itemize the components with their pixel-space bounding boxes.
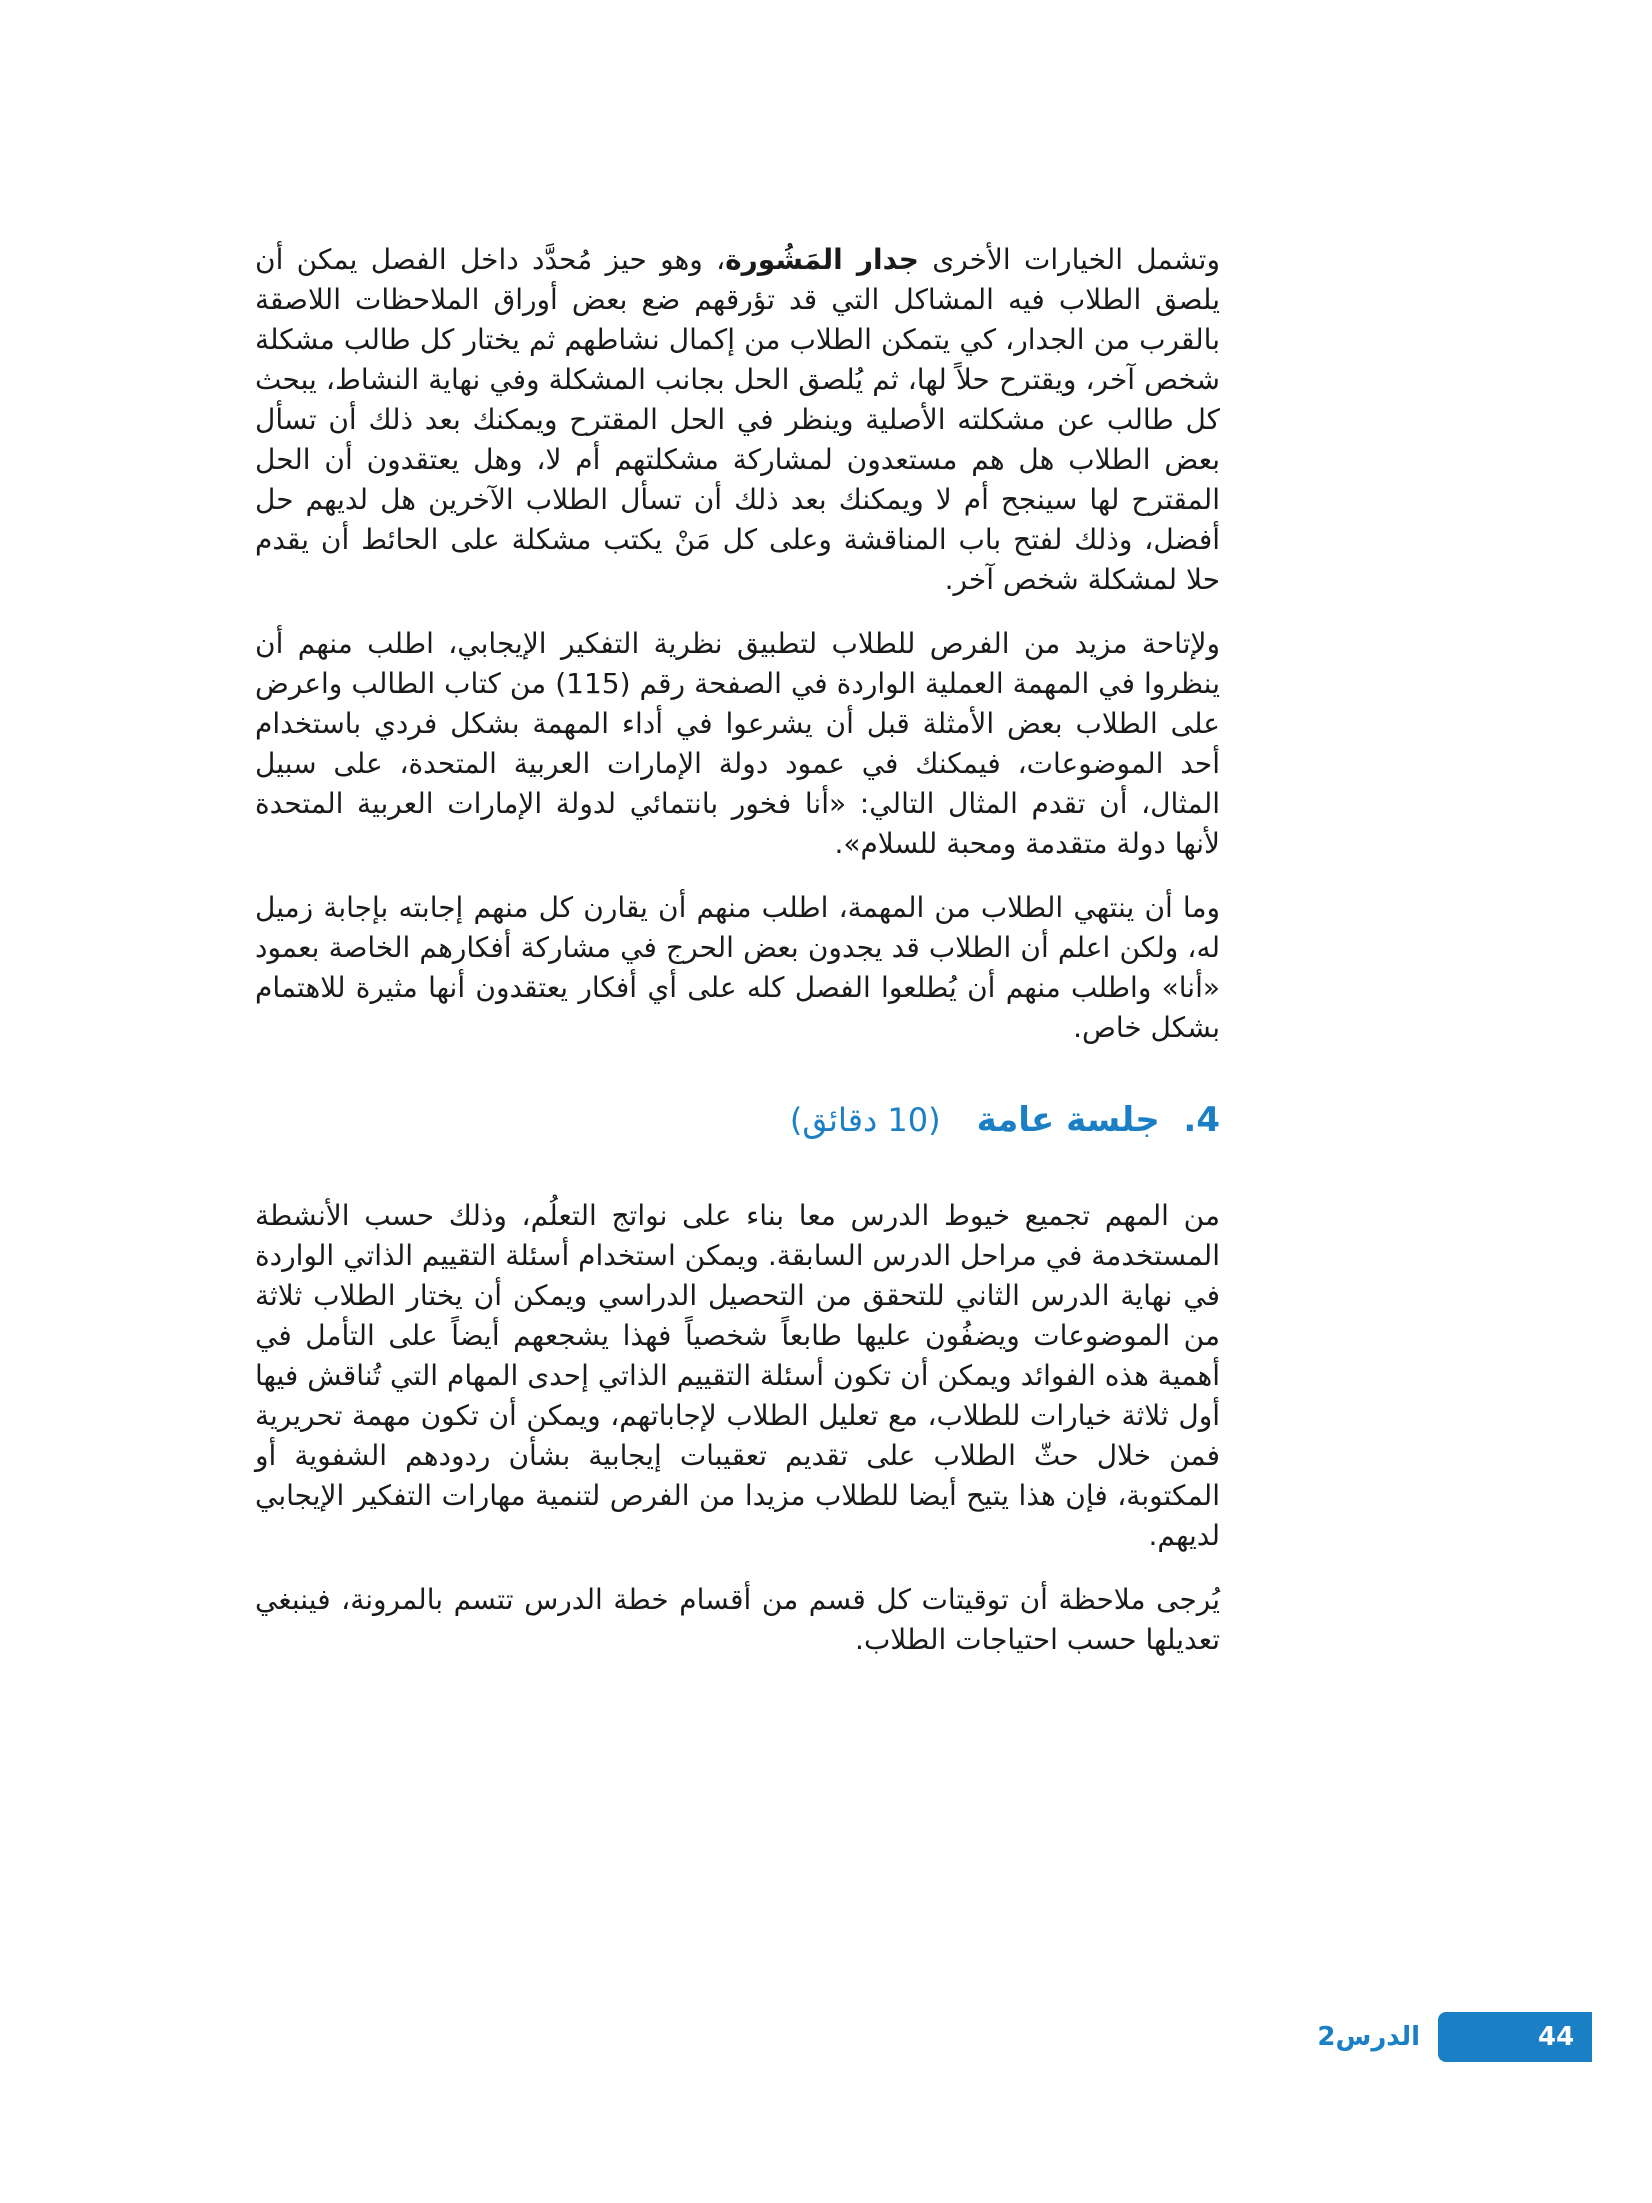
advice-wall-term: جدار المَشُورة bbox=[725, 243, 919, 276]
paragraph-advice-wall bbox=[255, 240, 1220, 600]
paragraph-plenary: من المهم تجميع خيوط الدرس معا بناء على نواتج التعلُم، وذلك حسب الأنشطة المستخدمة في مراحل الدرس السابقة. ويمكن استخدام أسئلة التقييم الذاتي الواردة في نهاية الدرس الثاني للتحقق من التحصيل الدراسي ويمكن أن يختار الطلاب ثلاثة من الموضوعات ويضفُون عليها طابعاً شخصياً فهذا يشجعهم أيضاً على التأمل في أهمية هذه الفوائد ويمكن أن تكون أسئلة التقييم الذاتي إحدى المهام التي تُناقش فيها أول ثلاثة خيارات للطلاب، مع تعليل الطلاب لإجاباتهم، ويمكن أن تكون مهمة تحريرية فمن خلال حثّ الطلاب على تقديم تعقيبات إيجابية بشأن ردودهم الشفوية أو المكتوبة، فإن هذا يتيح أيضا للطلاب مزيدا من الفرص لتنمية مهارات التفكير الإيجابي لديهم. bbox=[255, 1199, 1220, 1552]
paragraph-timing-note: يُرجى ملاحظة أن توقيتات كل قسم من أقسام خطة الدرس تتسم بالمرونة، فينبغي تعديلها حسب احتياجات الطلاب. bbox=[255, 1583, 1220, 1656]
paragraph-compare-answers: وما أن ينتهي الطلاب من المهمة، اطلب منهم أن يقارن كل منهم إجابته بإجابة زميل له، ولكن اعلم أن الطلاب قد يجدون بعض الحرج في مشاركة أفكارهم الخاصة بعمود «أنا» واطلب منهم أن يُطلعوا الفصل كله على أي أفكار يعتقدون أنها مثيرة للاهتمام بشكل خاص. bbox=[255, 891, 1220, 1044]
lesson-label: الدرس2 bbox=[1317, 2022, 1420, 2052]
page-footer bbox=[1317, 2012, 1592, 2062]
paragraph-1-body: ، وهو حيز مُحدَّد داخل الفصل يمكن أن يلصق الطلاب فيه المشاكل التي قد تؤرقهم ضع بعض أوراق الملاحظات اللاصقة بالقرب من الجدار، كي يتمكن الطلاب من إكمال نشاطهم ثم يختار كل طالب مشكلة شخص آخر، ويقترح حلاً لها، ثم يُلصق الحل بجانب المشكلة وفي نهاية النشاط، يبحث كل طالب عن مشكلته الأصلية وينظر في الحل المقترح ويمكنك بعد ذلك أن تسأل بعض الطلاب هل هم مستعدون لمشاركة مشكلتهم أم لا، وهل يعتقدون أن الحل المقترح لها سينجح أم لا ويمكنك بعد ذلك أن تسأل الطلاب الآخرين هل لديهم حل أفضل، وذلك لفتح باب المناقشة وعلى كل مَنْ يكتب مشكلة على الحائط أن يقدم حلا لمشكلة شخص آخر. bbox=[255, 243, 1220, 596]
section-duration: (10 دقائق) bbox=[789, 1101, 941, 1139]
page-content bbox=[255, 240, 1220, 1684]
paragraph-positive-thinking-task: ولإتاحة مزيد من الفرص للطلاب لتطبيق نظرية التفكير الإيجابي، اطلب منهم أن ينظروا في المهمة العملية الواردة في الصفحة رقم (115) من كتاب الطالب واعرض على الطلاب بعض الأمثلة قبل أن يشرعوا في أداء المهمة بشكل فردي باستخدام أحد الموضوعات، فيمكنك في عمود دولة الإمارات العربية المتحدة، على سبيل المثال، أن تقدم المثال التالي: «أنا فخور بانتمائي لدولة الإمارات العربية المتحدة لأنها دولة متقدمة ومحبة للسلام». bbox=[255, 627, 1220, 860]
paragraph-1-lead: وتشمل الخيارات الأخرى bbox=[918, 243, 1220, 276]
section-number: .4 bbox=[1183, 1100, 1220, 1140]
section-title: جلسة عامة bbox=[976, 1100, 1160, 1140]
section-title-wrapper bbox=[977, 1100, 1220, 1140]
section-heading bbox=[255, 1100, 1220, 1140]
page-number: 44 bbox=[1538, 2022, 1575, 2052]
page-number-tab bbox=[1438, 2012, 1592, 2062]
